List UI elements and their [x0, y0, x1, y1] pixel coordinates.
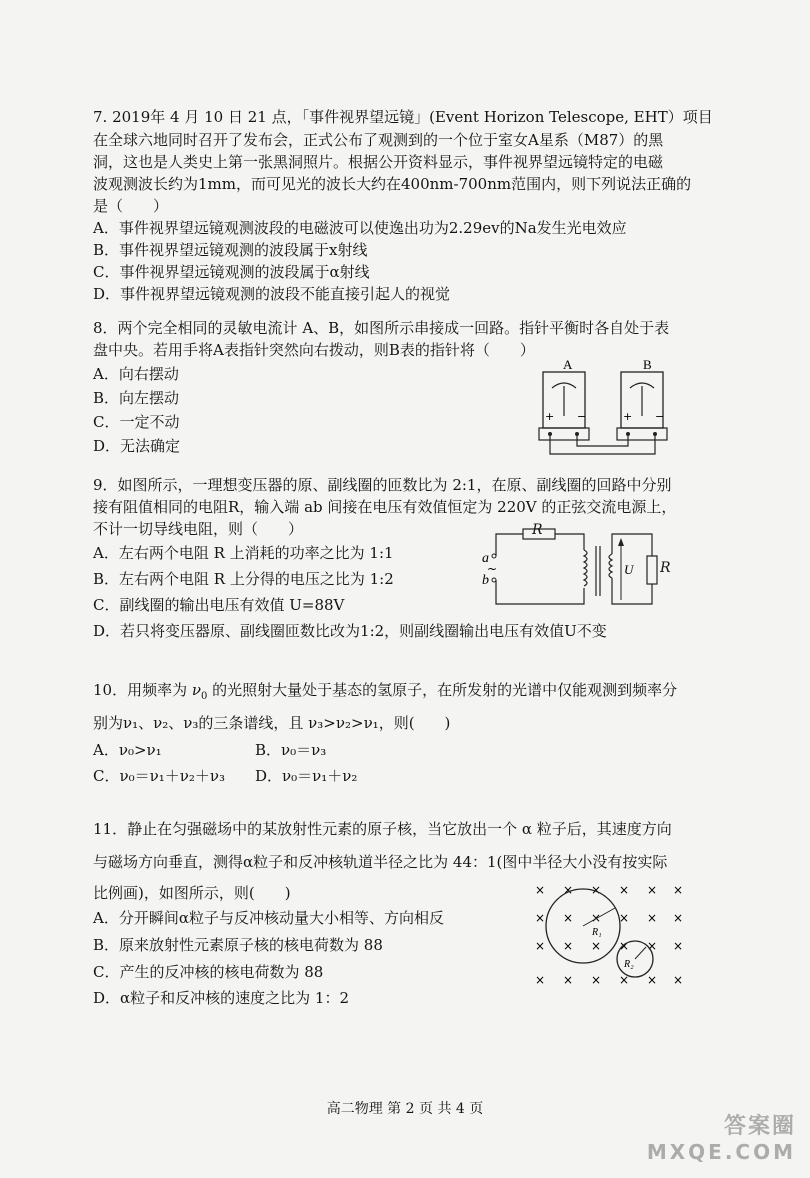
q11-line-3: 比例画)，如图所示，则( )	[93, 884, 291, 902]
q7-line-5: 是（ ）	[93, 197, 169, 215]
field-cross-mark: ×	[591, 883, 602, 897]
q8-line-1: 8．两个完全相同的灵敏电流计 A、B，如图所示串接成一回路。指针平衡时各自处于表	[93, 319, 670, 337]
q7-line-1: 7. 2019年 4 月 10 日 21 点，「事件视界望远镜」(Event Horizon Telescope, EHT）项目	[93, 108, 713, 126]
q9-line-3: 不计一切导线电阻，则（ ）	[93, 520, 304, 538]
radius-r2-label: R₂	[624, 959, 634, 970]
transformer-circuit-figure	[478, 522, 674, 610]
q7-option-a: A．事件视界望远镜观测波段的电磁波可以使逸出功为2.29ev的Na发生光电效应	[93, 219, 627, 237]
field-cross-mark: ×	[563, 973, 574, 987]
q7-line-3: 洞，这也是人类史上第一张黑洞照片。根据公开资料显示，事件视界望远镜特定的电磁	[93, 153, 664, 171]
q11-option-b: B．原来放射性元素原子核的核电荷数为 88	[93, 936, 383, 954]
meter-a-base	[539, 428, 589, 440]
svg-text:a: a	[482, 551, 489, 566]
svg-text:b: b	[482, 573, 489, 588]
q9-option-c: C．副线圈的输出电压有效值 U=88V	[93, 596, 345, 614]
watermark-logo: 答案圈 MXQE.COM	[646, 1114, 796, 1164]
q9-option-a: A．左右两个电阻 R 上消耗的功率之比为 1:1	[93, 544, 394, 562]
q11-option-d: D．α粒子和反冲核的速度之比为 1：2	[93, 989, 350, 1007]
field-cross-mark: ×	[673, 883, 684, 897]
galvanometer-circuit-figure	[535, 356, 675, 464]
secondary-coil	[609, 554, 612, 578]
magnetic-field-figure	[528, 880, 688, 992]
resistor-primary-label: R	[532, 522, 543, 538]
q10-line-1: 10．用频率为 $\nu_0$ 的光照射大量处于基态的氢原子，在所发射的光谱中仅能观测到频率分	[93, 681, 678, 702]
field-cross-mark: ×	[591, 939, 602, 953]
q9-option-b: B．左右两个电阻 R 上分得的电压之比为 1:2	[93, 570, 394, 588]
field-cross-mark: ×	[647, 973, 658, 987]
q10-option-b: B．ν₀＝ν₃	[255, 741, 327, 759]
q8-option-c: C．一定不动	[93, 413, 180, 431]
q11-option-a: A．分开瞬间α粒子与反冲核动量大小相等、方向相反	[93, 909, 444, 927]
field-cross-mark: ×	[563, 939, 574, 953]
svg-text:U: U	[624, 562, 634, 577]
field-cross-mark: ×	[619, 911, 630, 925]
field-cross-mark: ×	[619, 973, 630, 987]
svg-text:+: +	[623, 410, 633, 423]
field-cross-mark: ×	[535, 973, 546, 987]
q7-option-d: D．事件视界望远镜观测的波段不能直接引起人的视觉	[93, 285, 451, 303]
field-cross-mark: ×	[673, 973, 684, 987]
q10-option-a: A．ν₀>ν₁	[93, 741, 162, 759]
q9-line-2: 接有阻值相同的电阻R，输入端 ab 间接在电压有效值恒定为 220V 的正弦交流电源上，	[93, 498, 677, 516]
q8-option-b: B．向左摆动	[93, 389, 180, 407]
q9-line-1: 9．如图所示，一理想变压器的原、副线圈的匝数比为 2:1，在原、副线圈的回路中分别	[93, 476, 672, 494]
svg-text:~: ~	[487, 562, 498, 576]
q8-line-2: 盘中央。若用手将A表指针突然向右拨动，则B表的指针将（ ）	[93, 341, 535, 359]
field-cross-mark: ×	[563, 911, 574, 925]
q10-option-d: D．ν₀＝ν₁＋ν₂	[255, 767, 358, 785]
radius-r2-line	[635, 947, 646, 959]
q11-option-c: C．产生的反冲核的核电荷数为 88	[93, 963, 324, 981]
field-cross-mark: ×	[673, 939, 684, 953]
field-cross-mark: ×	[647, 883, 658, 897]
field-cross-mark: ×	[647, 911, 658, 925]
q7-line-2: 在全球六地同时召开了发布会，正式公布了观测到的一个位于室女A星系（M87）的黑	[93, 131, 664, 149]
field-cross-mark: ×	[591, 973, 602, 987]
field-cross-mark: ×	[535, 883, 546, 897]
page-footer: 高二物理 第 2 页 共 4 页	[326, 1101, 484, 1117]
wire-inner	[577, 436, 628, 446]
q8-option-a: A．向右摆动	[93, 365, 179, 383]
field-cross-mark: ×	[591, 911, 602, 925]
q10-option-c: C．ν₀＝ν₁＋ν₂＋ν₃	[93, 767, 226, 785]
field-cross-mark: ×	[535, 939, 546, 953]
wire-outer	[550, 436, 655, 454]
q8-option-d: D．无法确定	[93, 437, 181, 455]
q7-option-b: B．事件视界望远镜观测的波段属于x射线	[93, 241, 368, 259]
resistor-secondary-label: R	[660, 560, 671, 576]
field-cross-mark: ×	[619, 939, 630, 953]
meter-b-label: B	[643, 357, 652, 372]
q11-line-1: 11．静止在匀强磁场中的某放射性元素的原子核，当它放出一个 α 粒子后，其速度方向	[93, 820, 672, 838]
q11-line-2: 与磁场方向垂直，测得α粒子和反冲核轨道半径之比为 44：1(图中半径大小没有按实际	[93, 853, 668, 871]
q9-option-d: D．若只将变压器原、副线圈匝数比改为1:2，则副线圈输出电压有效值U不变	[93, 622, 607, 640]
field-cross-mark: ×	[647, 939, 658, 953]
radius-r1-label: R₁	[592, 927, 602, 938]
field-cross-mark: ×	[619, 883, 630, 897]
q7-option-c: C．事件视界望远镜观测的波段属于α射线	[93, 263, 370, 281]
meter-a-label: A	[563, 357, 573, 372]
primary-coil	[584, 550, 587, 586]
meter-b-base	[617, 428, 667, 440]
field-cross-mark: ×	[535, 911, 546, 925]
resistor-secondary	[647, 556, 657, 584]
field-cross-mark: ×	[563, 883, 574, 897]
svg-text:+: +	[545, 410, 555, 423]
field-cross-mark: ×	[673, 911, 684, 925]
svg-text:−: −	[655, 410, 665, 423]
q10-line-2: 别为ν₁、ν₂、ν₃的三条谱线，且 ν₃>ν₂>ν₁，则( )	[93, 714, 451, 732]
q7-line-4: 波观测波长约为1mm，而可见光的波长大约在400nm-700nm范围内，则下列说法正确的	[93, 175, 692, 193]
svg-text:−: −	[577, 410, 587, 423]
